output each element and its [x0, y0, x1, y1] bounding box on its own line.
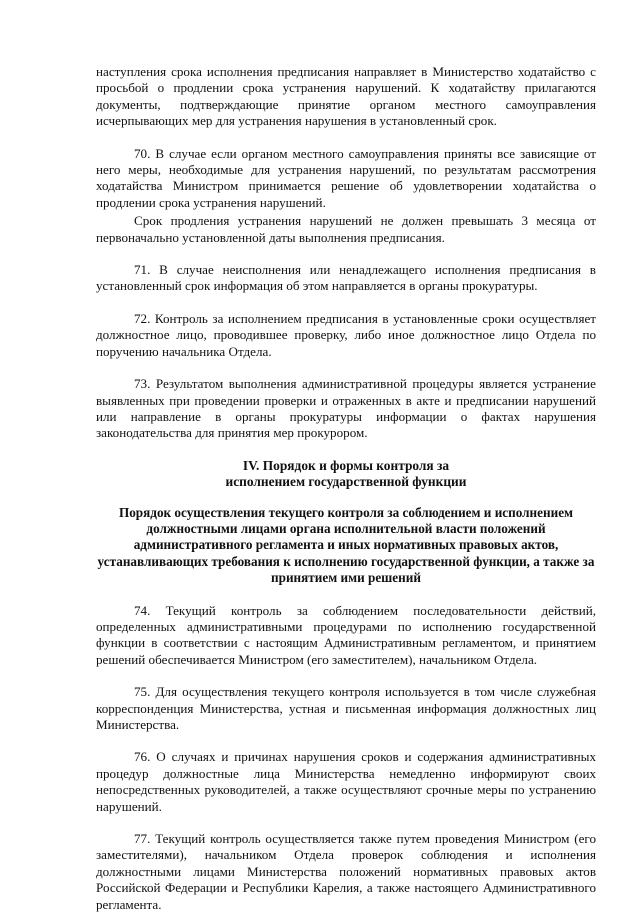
paragraph-76: 76. О случаях и причинах нарушения сроков и содержания административных процедур должностные лица Министерства немедленно информируют своих непосредственных руководителей, а также осуществляют срочные меры по устранению нарушений.: [96, 749, 596, 814]
paragraph-73: 73. Результатом выполнения административной процедуры является устранение выявленных при проведении проверки и отраженных в акте и предписании нарушений или направление в органы прокуратуры информации о фактах нарушения законодательства для принятия мер прокурором.: [96, 376, 596, 441]
section-title-line-1: IV. Порядок и формы контроля за: [242, 457, 450, 473]
paragraph-72: 72. Контроль за исполнением предписания в установленные сроки осуществляет должностное лицо, проводившее проверку, либо иное должностное лицо Отдела по поручению начальника Отдела.: [96, 310, 596, 359]
document-body: [96, 64, 596, 913]
section-title-line-2: исполнением государственной функции: [225, 474, 467, 490]
paragraph-71: 71. В случае неисполнения или ненадлежащего исполнения предписания в установленный срок информация об этом направляется в органы прокуратуры.: [96, 262, 596, 294]
subsection-title: Порядок осуществления текущего контроля за соблюдением и исполнением должностными лицами органа исполнительной власти положений административного регламента и иных нормативных правовых актов, устанавливающих требования к исполнению государственной функции, а также за принятием ими решений: [97, 504, 595, 586]
paragraph-69-continuation: наступления срока исполнения предписания направляет в Министерство ходатайство с просьбой о продлении срока устранения нарушений. К ходатайству прилагаются документы, подтверждающие принятие органом местного самоуправления исчерпывающих мер для устранения нарушения в установленный срок.: [96, 64, 596, 129]
paragraph-75: 75. Для осуществления текущего контроля используется в том числе служебная корреспонденция Министерства, устная и письменная информация должностных лиц Министерства.: [96, 684, 596, 732]
section-title: [96, 458, 596, 491]
paragraph-77: 77. Текущий контроль осуществляется также путем проведения Министром (его заместителями), начальником Отдела проверок соблюдения и исполнения должностными лицами Министерства положений нормативных правовых актов Российской Федерации и Республики Карелия, а также настоящего Административного регламента.: [96, 831, 596, 912]
paragraph-74: 74. Текущий контроль за соблюдением последовательности действий, определенных административными процедурами по исполнению государственной функции в соответствии с настоящим Административным регламентом, и принятием решений обеспечивается Министром (его заместителем), начальником Отдела.: [96, 602, 596, 667]
paragraph-70: 70. В случае если органом местного самоуправления приняты все зависящие от него меры, необходимые для устранения нарушений, по результатам рассмотрения ходатайства Министром принимается решение об удовлетворении ходатайства о продлении срока устранения нарушений.: [96, 145, 596, 210]
paragraph-70-extension-limit: Срок продления устранения нарушений не должен превышать 3 месяца от первоначально установленной даты выполнения предписания.: [96, 213, 596, 245]
